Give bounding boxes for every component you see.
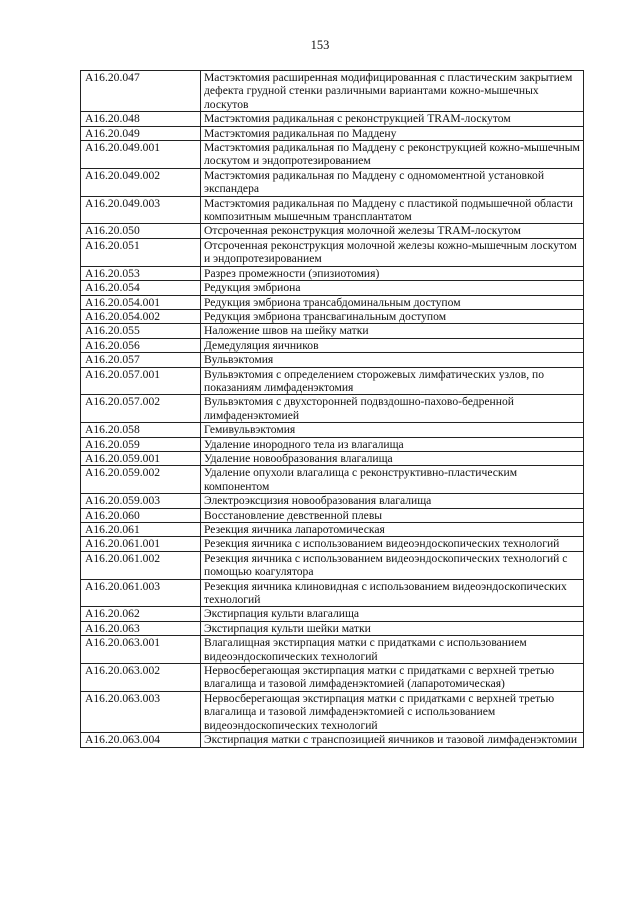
table-row	[81, 353, 584, 367]
procedure-code: A16.20.054.001	[81, 295, 201, 309]
table-row	[81, 523, 584, 537]
procedure-code: A16.20.061	[81, 523, 201, 537]
procedure-name: Восстановление девственной плевы	[201, 508, 584, 522]
procedure-code: A16.20.061.001	[81, 537, 201, 551]
table-row	[81, 224, 584, 238]
table-row	[81, 579, 584, 607]
procedure-code: A16.20.055	[81, 324, 201, 338]
procedure-code: A16.20.047	[81, 71, 201, 112]
procedure-code: A16.20.049	[81, 126, 201, 140]
procedure-name: Резекция яичника с использованием видеоэндоскопических технологий с помощью коагулятора	[201, 551, 584, 579]
procedure-name: Мастэктомия радикальная с реконструкцией TRAM-лоскутом	[201, 112, 584, 126]
procedure-name: Редукция эмбриона	[201, 281, 584, 295]
procedure-code: A16.20.061.002	[81, 551, 201, 579]
procedure-name: Гемивульвэктомия	[201, 423, 584, 437]
procedure-code: A16.20.059.003	[81, 494, 201, 508]
procedure-codes-table	[80, 70, 584, 748]
table-row	[81, 466, 584, 494]
procedure-code: A16.20.063.002	[81, 664, 201, 692]
procedure-code: A16.20.059.002	[81, 466, 201, 494]
procedure-name: Электроэксцизия новообразования влагалища	[201, 494, 584, 508]
table-body	[81, 71, 584, 748]
table-row	[81, 367, 584, 395]
procedure-name: Резекция яичника клиновидная с использованием видеоэндоскопических технологий	[201, 579, 584, 607]
table-row	[81, 664, 584, 692]
procedure-name: Мастэктомия расширенная модифицированная с пластическим закрытием дефекта грудной стенки различными вариантами кожно-мышечных лоскутов	[201, 71, 584, 112]
table-row	[81, 112, 584, 126]
procedure-code: A16.20.058	[81, 423, 201, 437]
procedure-code: A16.20.061.003	[81, 579, 201, 607]
procedure-code: A16.20.057	[81, 353, 201, 367]
procedure-code: A16.20.050	[81, 224, 201, 238]
procedure-name: Вульвэктомия с двухсторонней подвздошно-пахово-бедренной лимфаденэктомией	[201, 395, 584, 423]
procedure-name: Демедуляция яичников	[201, 338, 584, 352]
procedure-name: Резекция яичника лапаротомическая	[201, 523, 584, 537]
procedure-code: A16.20.049.001	[81, 141, 201, 169]
table-row	[81, 395, 584, 423]
procedure-name: Мастэктомия радикальная по Маддену с одномоментной установкой экспандера	[201, 168, 584, 196]
table-row	[81, 196, 584, 224]
table-row	[81, 126, 584, 140]
procedure-name: Отсроченная реконструкция молочной железы TRAM-лоскутом	[201, 224, 584, 238]
procedure-name: Удаление опухоли влагалища с реконструктивно-пластическим компонентом	[201, 466, 584, 494]
procedure-name: Мастэктомия радикальная по Маддену	[201, 126, 584, 140]
procedure-name: Мастэктомия радикальная по Маддену с пластикой подмышечной области композитным мышечным трансплантатом	[201, 196, 584, 224]
procedure-code: A16.20.057.002	[81, 395, 201, 423]
procedure-code: A16.20.054	[81, 281, 201, 295]
procedure-code: A16.20.063	[81, 621, 201, 635]
procedure-name: Удаление новообразования влагалища	[201, 451, 584, 465]
procedure-code: A16.20.063.001	[81, 636, 201, 664]
procedure-name: Экстирпация матки с транспозицией яичников и тазовой лимфаденэктомии	[201, 733, 584, 747]
table-row	[81, 168, 584, 196]
procedure-name: Резекция яичника с использованием видеоэндоскопических технологий	[201, 537, 584, 551]
table-row	[81, 437, 584, 451]
procedure-name: Редукция эмбриона трансвагинальным доступом	[201, 309, 584, 323]
procedure-name: Удаление инородного тела из влагалища	[201, 437, 584, 451]
table-row	[81, 607, 584, 621]
table-row	[81, 636, 584, 664]
procedure-code: A16.20.053	[81, 266, 201, 280]
procedure-name: Разрез промежности (эпизиотомия)	[201, 266, 584, 280]
table-row	[81, 295, 584, 309]
procedure-name: Редукция эмбриона трансабдоминальным доступом	[201, 295, 584, 309]
table-row	[81, 338, 584, 352]
table-row	[81, 423, 584, 437]
procedure-code: A16.20.063.004	[81, 733, 201, 747]
procedure-name: Экстирпация культи шейки матки	[201, 621, 584, 635]
procedure-code: A16.20.056	[81, 338, 201, 352]
table-row	[81, 266, 584, 280]
procedure-code: A16.20.049.003	[81, 196, 201, 224]
procedure-name: Наложение швов на шейку матки	[201, 324, 584, 338]
procedure-code: A16.20.059	[81, 437, 201, 451]
procedure-name: Влагалищная экстирпация матки с придатками с использованием видеоэндоскопических технологий	[201, 636, 584, 664]
procedure-code: A16.20.062	[81, 607, 201, 621]
procedure-name: Мастэктомия радикальная по Маддену с реконструкцией кожно-мышечным лоскутом и эндопротезированием	[201, 141, 584, 169]
procedure-name: Экстирпация культи влагалища	[201, 607, 584, 621]
table-row	[81, 71, 584, 112]
table-row	[81, 508, 584, 522]
table-row	[81, 733, 584, 747]
procedure-code: A16.20.054.002	[81, 309, 201, 323]
procedure-name: Отсроченная реконструкция молочной железы кожно-мышечным лоскутом и эндопротезированием	[201, 238, 584, 266]
procedure-code: A16.20.051	[81, 238, 201, 266]
table-row	[81, 309, 584, 323]
procedure-name: Вульвэктомия с определением сторожевых лимфатических узлов, по показаниям лимфаденэктомия	[201, 367, 584, 395]
procedure-code: A16.20.057.001	[81, 367, 201, 395]
page-number: 153	[310, 38, 330, 52]
procedure-name: Нервосберегающая экстирпация матки с придатками с верхней третью влагалища и тазовой лимфаденэктомией с использованием видеоэндоскопических технологий	[201, 691, 584, 732]
table-row	[81, 281, 584, 295]
table-row	[81, 537, 584, 551]
procedure-code: A16.20.063.003	[81, 691, 201, 732]
table-row	[81, 451, 584, 465]
procedure-code: A16.20.059.001	[81, 451, 201, 465]
table-row	[81, 691, 584, 732]
table-row	[81, 551, 584, 579]
table-row	[81, 238, 584, 266]
procedure-name: Вульвэктомия	[201, 353, 584, 367]
table-row	[81, 621, 584, 635]
table-row	[81, 141, 584, 169]
table-row	[81, 324, 584, 338]
procedure-name: Нервосберегающая экстирпация матки с придатками с верхней третью влагалища и тазовой лимфаденэктомией (лапаротомическая)	[201, 664, 584, 692]
procedure-code: A16.20.049.002	[81, 168, 201, 196]
table-row	[81, 494, 584, 508]
procedure-code: A16.20.048	[81, 112, 201, 126]
procedure-code: A16.20.060	[81, 508, 201, 522]
